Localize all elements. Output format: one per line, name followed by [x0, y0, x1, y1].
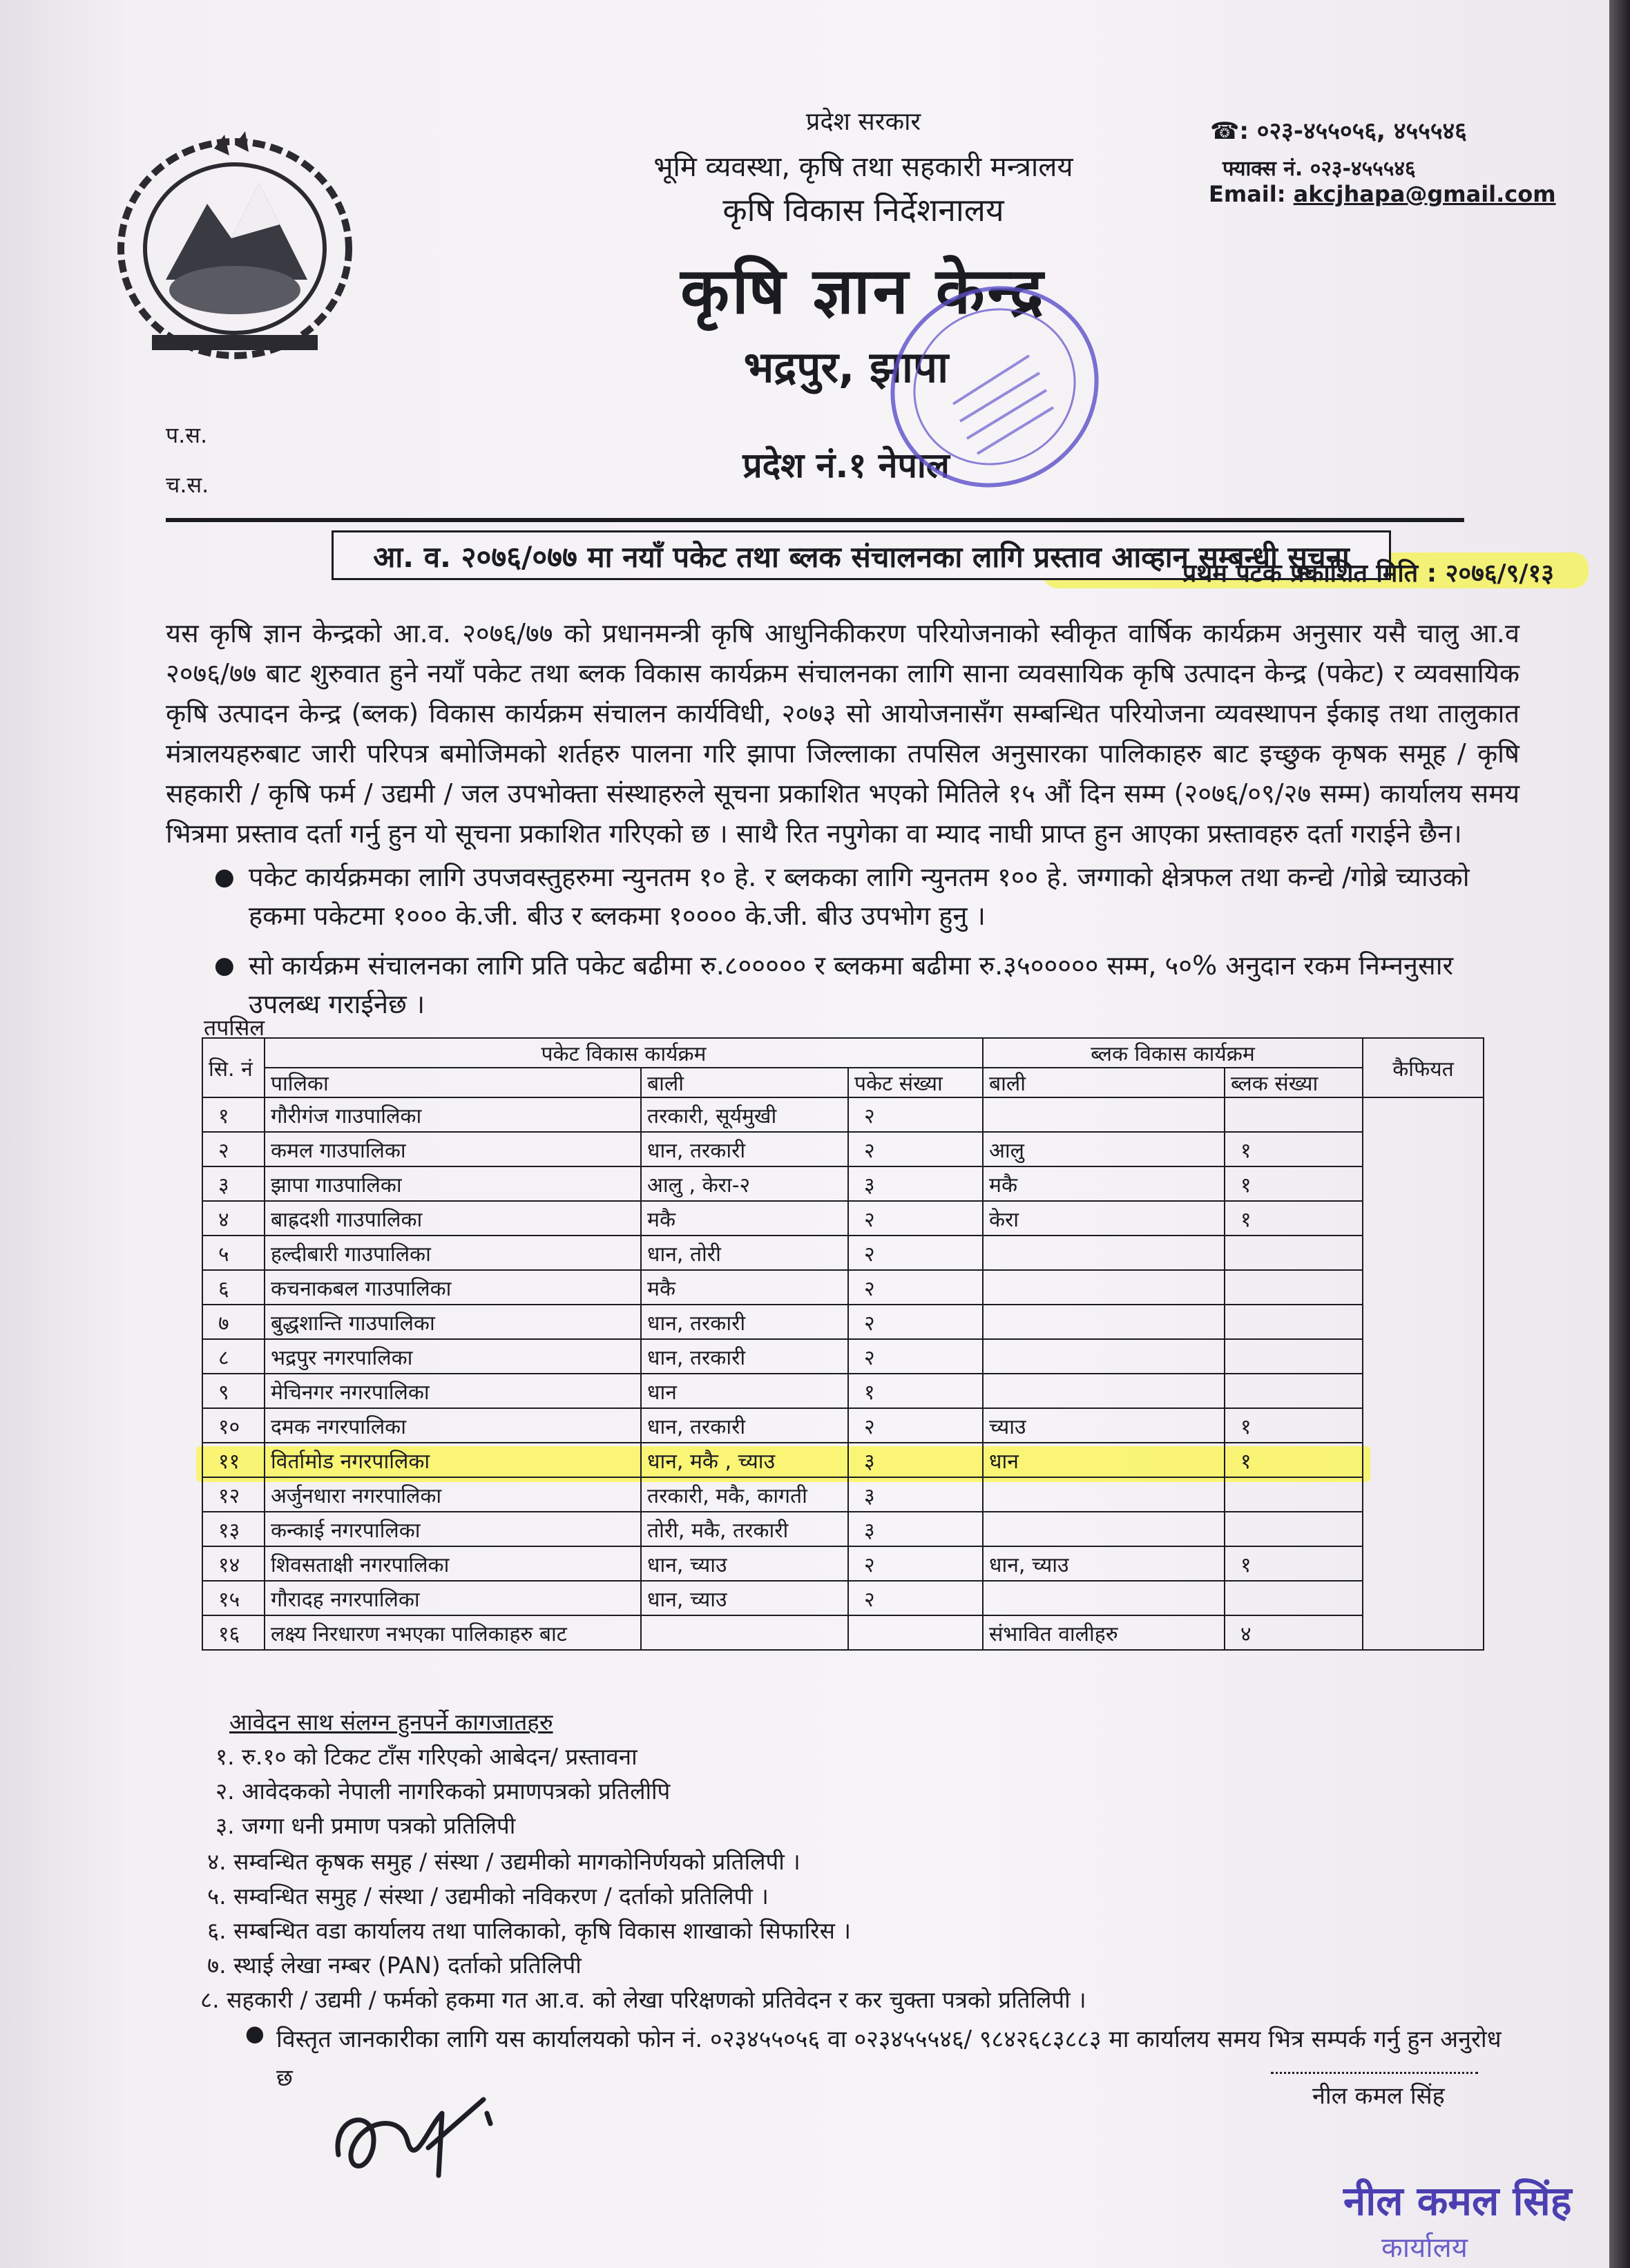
header-municipality: पालिका: [265, 1068, 641, 1097]
header-pocket-count: पकेट संख्या: [848, 1068, 983, 1097]
cell-bcount: [1225, 1097, 1363, 1132]
document-item: ८. सहकारी / उद्यमी / फर्मको हकमा गत आ.व. को लेखा परिक्षणको प्रतिवेदन र कर चुक्ता पत्रको प्रतिलिपी ।: [200, 1986, 1086, 2013]
cell-sn: ७: [202, 1305, 265, 1339]
table-row: [202, 1546, 1484, 1581]
table-row: [202, 1305, 1484, 1339]
cell-crop: आलु , केरा-२: [641, 1166, 848, 1201]
cell-bcount: १: [1225, 1408, 1363, 1443]
contact-note: विस्तृत जानकारीका लागि यस कार्यालयको फोन नं. ०२३४५५०५६ वा ०२३४५५५४६/ ९८४२६८३८८३ मा कार्यालय समय भित्र सम्पर्क गर्नु हुन अनुरोध छ: [276, 2026, 1502, 2092]
cell-pocket: २: [848, 1305, 983, 1339]
scan-edge: [1609, 0, 1630, 2268]
cell-pocket: २: [848, 1546, 983, 1581]
cell-pocket: १: [848, 1374, 983, 1408]
publication-date: प्रथम पटक प्रकाशित मिति : २०७६/९/१३: [1182, 559, 1554, 588]
header-block-group: ब्लक विकास कार्यक्रम: [983, 1038, 1363, 1068]
cell-bcount: [1225, 1581, 1363, 1615]
table-row: [202, 1512, 1484, 1546]
cell-municipality: अर्जुनधारा नगरपालिका: [265, 1477, 641, 1512]
cell-bcrop: च्याउ: [983, 1408, 1225, 1443]
cell-crop: तरकारी, मकै, कागती: [641, 1477, 848, 1512]
documents-heading: आवेदन साथ संलग्न हुनपर्ने कागजातहरु: [229, 1709, 553, 1736]
table-row: [202, 1615, 1484, 1650]
cell-sn: ३: [202, 1166, 265, 1201]
header-block-crop: बाली: [983, 1068, 1225, 1097]
cell-municipality: कचनाकबल गाउपालिका: [265, 1270, 641, 1305]
cell-crop: मकै: [641, 1201, 848, 1236]
table-row: [202, 1581, 1484, 1615]
cell-bcrop: [983, 1270, 1225, 1305]
cell-bcount: १: [1225, 1546, 1363, 1581]
table-row: [202, 1236, 1484, 1270]
email-label: Email:: [1209, 181, 1286, 207]
cell-pocket: [848, 1615, 983, 1650]
allocation-table: [202, 1037, 1484, 1651]
fax-number: ०२३-४५५५४६: [1310, 157, 1416, 181]
cell-pocket: २: [848, 1236, 983, 1270]
office-seal-icon: [863, 273, 1126, 501]
cell-remarks: [1363, 1097, 1484, 1650]
cell-bcount: ४: [1225, 1615, 1363, 1650]
cell-crop: तरकारी, सूर्यमुखी: [641, 1097, 848, 1132]
name-stamp-title: कार्यालय: [1381, 2232, 1468, 2264]
cell-sn: १६: [202, 1615, 265, 1650]
cell-bcount: [1225, 1374, 1363, 1408]
cell-sn: ९: [202, 1374, 265, 1408]
cell-sn: १४: [202, 1546, 265, 1581]
table-row: [202, 1408, 1484, 1443]
cell-pocket: २: [848, 1201, 983, 1236]
directorate-name: कृषि विकास निर्देशनालय: [722, 191, 1004, 229]
government-label: प्रदेश सरकार: [805, 108, 921, 136]
header-divider: [166, 518, 1464, 522]
cell-bcrop: [983, 1236, 1225, 1270]
cell-sn: ५: [202, 1236, 265, 1270]
cell-municipality: हल्दीबारी गाउपालिका: [265, 1236, 641, 1270]
table-row: [202, 1201, 1484, 1236]
header-crop: बाली: [641, 1068, 848, 1097]
cell-bcrop: [983, 1339, 1225, 1374]
table-row: [202, 1270, 1484, 1305]
cell-crop: धान, तरकारी: [641, 1339, 848, 1374]
notice-title: आ. व. २०७६/०७७ मा नयाँ पकेट तथा ब्लक संचालनका लागि प्रस्ताव आव्हान सम्बन्धी सूचना: [373, 540, 1350, 574]
table-row: [202, 1374, 1484, 1408]
cell-bcount: [1225, 1477, 1363, 1512]
cell-bcrop: [983, 1581, 1225, 1615]
ministry-name: भूमि व्यवस्था, कृषि तथा सहकारी मन्त्रालय: [653, 151, 1073, 183]
office-name: कृषि ज्ञान केन्द्र: [680, 254, 1046, 328]
phone-number: ०२३-४५५०५६, ४५५५४६: [1256, 117, 1467, 145]
cell-municipality: कन्काई नगरपालिका: [265, 1512, 641, 1546]
cell-municipality: भद्रपुर नगरपालिका: [265, 1339, 641, 1374]
name-stamp: नील कमल सिंह: [1343, 2178, 1572, 2224]
cell-municipality: बुद्धशान्ति गाउपालिका: [265, 1305, 641, 1339]
table-caption: तपसिल: [204, 1015, 265, 1041]
table-body: [202, 1097, 1484, 1650]
nepal-emblem-icon: [111, 128, 359, 366]
cell-bcount: [1225, 1270, 1363, 1305]
phone-line: [1210, 114, 1467, 146]
cell-sn: १०: [202, 1408, 265, 1443]
cell-bcrop: आलु: [983, 1132, 1225, 1166]
table-row: [202, 1166, 1484, 1201]
cell-municipality: शिवसताक्षी नगरपालिका: [265, 1546, 641, 1581]
province-label: प्रदेश नं.१ नेपाल: [742, 445, 950, 486]
cell-pocket: ३: [848, 1477, 983, 1512]
cell-municipality: बाह्रदशी गाउपालिका: [265, 1201, 641, 1236]
table-row: [202, 1132, 1484, 1166]
cell-bcrop: केरा: [983, 1201, 1225, 1236]
dispatch-number-label: च.स.: [166, 472, 209, 498]
cell-crop: धान, मकै , च्याउ: [641, 1443, 848, 1477]
signature-line: [1271, 2072, 1478, 2074]
email-line: [1209, 181, 1556, 207]
fax-line: [1222, 153, 1416, 182]
bullet-text: सो कार्यक्रम संचालनका लागि प्रति पकेट बढीमा रु.८००००० र ब्लकमा बढीमा रु.३५००००० सम्म, ५०% अनुदान रकम निम्ननुसार उपलब्ध गराईनेछ ।: [249, 950, 1454, 1019]
cell-municipality: मेचिनगर नगरपालिका: [265, 1374, 641, 1408]
cell-municipality: लक्ष्य निरधारण नभएका पालिकाहरु बाट: [265, 1615, 641, 1650]
document-item: ६. सम्बन्धित वडा कार्यालय तथा पालिकाको, कृषि विकास शाखाको सिफारिस ।: [207, 1917, 851, 1944]
cell-municipality: गौरीगंज गाउपालिका: [265, 1097, 641, 1132]
document-item: ४. सम्वन्धित कृषक समुह / संस्था / उद्यमीको मागकोनिर्णयको प्रतिलिपी ।: [207, 1848, 800, 1875]
table-row: [202, 1443, 1484, 1477]
cell-sn: १: [202, 1097, 265, 1132]
cell-sn: १५: [202, 1581, 265, 1615]
table-header-row: [202, 1068, 1484, 1097]
cell-pocket: २: [848, 1408, 983, 1443]
signature-mark: [325, 2072, 532, 2189]
cell-sn: ४: [202, 1201, 265, 1236]
cell-municipality: झापा गाउपालिका: [265, 1166, 641, 1201]
cell-pocket: ३: [848, 1443, 983, 1477]
header-block-count: ब्लक संख्या: [1225, 1068, 1363, 1097]
cell-crop: धान, तरकारी: [641, 1132, 848, 1166]
cell-bcount: [1225, 1236, 1363, 1270]
cell-bcount: [1225, 1305, 1363, 1339]
cell-bcount: १: [1225, 1201, 1363, 1236]
cell-bcrop: [983, 1374, 1225, 1408]
cell-crop: [641, 1615, 848, 1650]
cell-municipality: दमक नगरपालिका: [265, 1408, 641, 1443]
document-item: १. रु.१० को टिकट टाँस गरिएको आबेदन/ प्रस्तावना: [215, 1743, 637, 1770]
cell-crop: धान, च्याउ: [641, 1546, 848, 1581]
cell-bcrop: मकै: [983, 1166, 1225, 1201]
notice-body: यस कृषि ज्ञान केन्द्रको आ.व. २०७६/७७ को प्रधानमन्त्री कृषि आधुनिकीकरण परियोजनाको स्वीकृत वार्षिक कार्यक्रम अनुसार यसै चालु आ.व २०७६/७७ बाट शुरुवात हुने नयाँ पकेट तथा ब्लक विकास कार्यक्रम संचालनका लागि साना व्यवसायिक कृषि उत्पादन केन्द्र (पकेट) र व्यवसायिक कृषि उत्पादन केन्द्र (ब्लक) विकास कार्यक्रम संचालन कार्यविधी, २०७३ सो आयोजनासँग सम्बन्धित परियोजना व्यवस्थापन ईकाइ तथा तालुकात मंत्रालयहरुबाट जारी परिपत्र बमोजिमको शर्तहरु पालना गरि झापा जिल्लाका तपसिल अनुसारका पालिकाहरु बाट इच्छुक कृषक समूह / कृषि सहकारी / कृषि फर्म / उद्यमी / जल उपभोक्ता संस्थाहरुले सूचना प्रकाशित भएको मितिले १५ औं दिन सम्म (२०७६/०९/२७ सम्म) कार्यालय समय भित्रमा प्रस्ताव दर्ता गर्नु हुन यो सूचना प्रकाशित गरिएको छ । साथै रित नपुगेका वा म्याद नाघी प्राप्त हुन आएका प्रस्तावहरु दर्ता गराईने छैन।: [166, 618, 1519, 849]
table-row: [202, 1477, 1484, 1512]
fax-label: फ्याक्स नं.: [1222, 157, 1303, 181]
header-remarks: कैफियत: [1363, 1038, 1484, 1097]
cell-pocket: २: [848, 1097, 983, 1132]
cell-crop: धान, च्याउ: [641, 1581, 848, 1615]
cell-bcount: [1225, 1339, 1363, 1374]
document-item: ३. जग्गा धनी प्रमाण पत्रको प्रतिलिपी: [215, 1812, 516, 1839]
document-item: ७. स्थाई लेखा नम्बर (PAN) दर्ताको प्रतिलिपी: [207, 1952, 582, 1979]
cell-sn: ११: [202, 1443, 265, 1477]
cell-sn: २: [202, 1132, 265, 1166]
cell-bcrop: संभावित वालीहरु: [983, 1615, 1225, 1650]
list-item: [214, 946, 1492, 1024]
cell-bcrop: धान, च्याउ: [983, 1546, 1225, 1581]
phone-icon: ☎:: [1210, 117, 1249, 145]
cell-pocket: २: [848, 1581, 983, 1615]
cell-bcount: [1225, 1512, 1363, 1546]
cell-bcrop: [983, 1512, 1225, 1546]
cell-crop: तोरी, मकै, तरकारी: [641, 1512, 848, 1546]
cell-bcrop: धान: [983, 1443, 1225, 1477]
table-header-row: [202, 1038, 1484, 1068]
cell-crop: धान, तोरी: [641, 1236, 848, 1270]
header-sn: सि. नं: [202, 1038, 265, 1097]
bullet-icon: ●: [214, 863, 235, 891]
email-address: akcjhapa@gmail.com: [1293, 181, 1556, 207]
cell-bcount: १: [1225, 1166, 1363, 1201]
cell-crop: धान, तरकारी: [641, 1305, 848, 1339]
cell-sn: १३: [202, 1512, 265, 1546]
cell-municipality: विर्तामोड नगरपालिका: [265, 1443, 641, 1477]
cell-pocket: २: [848, 1270, 983, 1305]
cell-sn: ८: [202, 1339, 265, 1374]
cell-pocket: ३: [848, 1512, 983, 1546]
list-item: [214, 858, 1492, 935]
letter-number-label: प.स.: [166, 422, 208, 448]
document-item: २. आवेदकको नेपाली नागरिकको प्रमाणपत्रको प्रतिलीपि: [215, 1778, 671, 1805]
table-row: [202, 1339, 1484, 1374]
cell-bcrop: [983, 1305, 1225, 1339]
bullet-text: पकेट कार्यक्रमका लागि उपजवस्तुहरुमा न्युनतम १० हे. र ब्लकका लागि न्युनतम १०० हे. जग्गाको क्षेत्रफल तथा कन्द्ये /गोब्रे च्याउको हकमा पकेटमा १००० के.जी. बीउ र ब्लकमा १०००० के.जी. बीउ उपभोग हुनु ।: [249, 862, 1470, 931]
cell-sn: १२: [202, 1477, 265, 1512]
cell-municipality: गौरादह नगरपालिका: [265, 1581, 641, 1615]
cell-pocket: २: [848, 1339, 983, 1374]
signatory-name: नील कमल सिंह: [1312, 2082, 1445, 2110]
cell-bcount: १: [1225, 1132, 1363, 1166]
office-location: भद्रपुर, झापा: [743, 342, 949, 392]
cell-bcrop: [983, 1097, 1225, 1132]
header-pocket-group: पकेट विकास कार्यक्रम: [265, 1038, 983, 1068]
cell-crop: मकै: [641, 1270, 848, 1305]
cell-bcount: १: [1225, 1443, 1363, 1477]
cell-pocket: २: [848, 1132, 983, 1166]
cell-bcrop: [983, 1477, 1225, 1512]
document-item: ५. सम्वन्धित समुह / संस्था / उद्यमीको नविकरण / दर्ताको प्रतिलिपी ।: [207, 1883, 769, 1910]
table-row: [202, 1097, 1484, 1132]
cell-sn: ६: [202, 1270, 265, 1305]
bullet-icon: ●: [245, 2020, 265, 2046]
bullet-icon: ●: [214, 952, 235, 979]
cell-crop: धान: [641, 1374, 848, 1408]
cell-municipality: कमल गाउपालिका: [265, 1132, 641, 1166]
cell-crop: धान, तरकारी: [641, 1408, 848, 1443]
cell-pocket: ३: [848, 1166, 983, 1201]
